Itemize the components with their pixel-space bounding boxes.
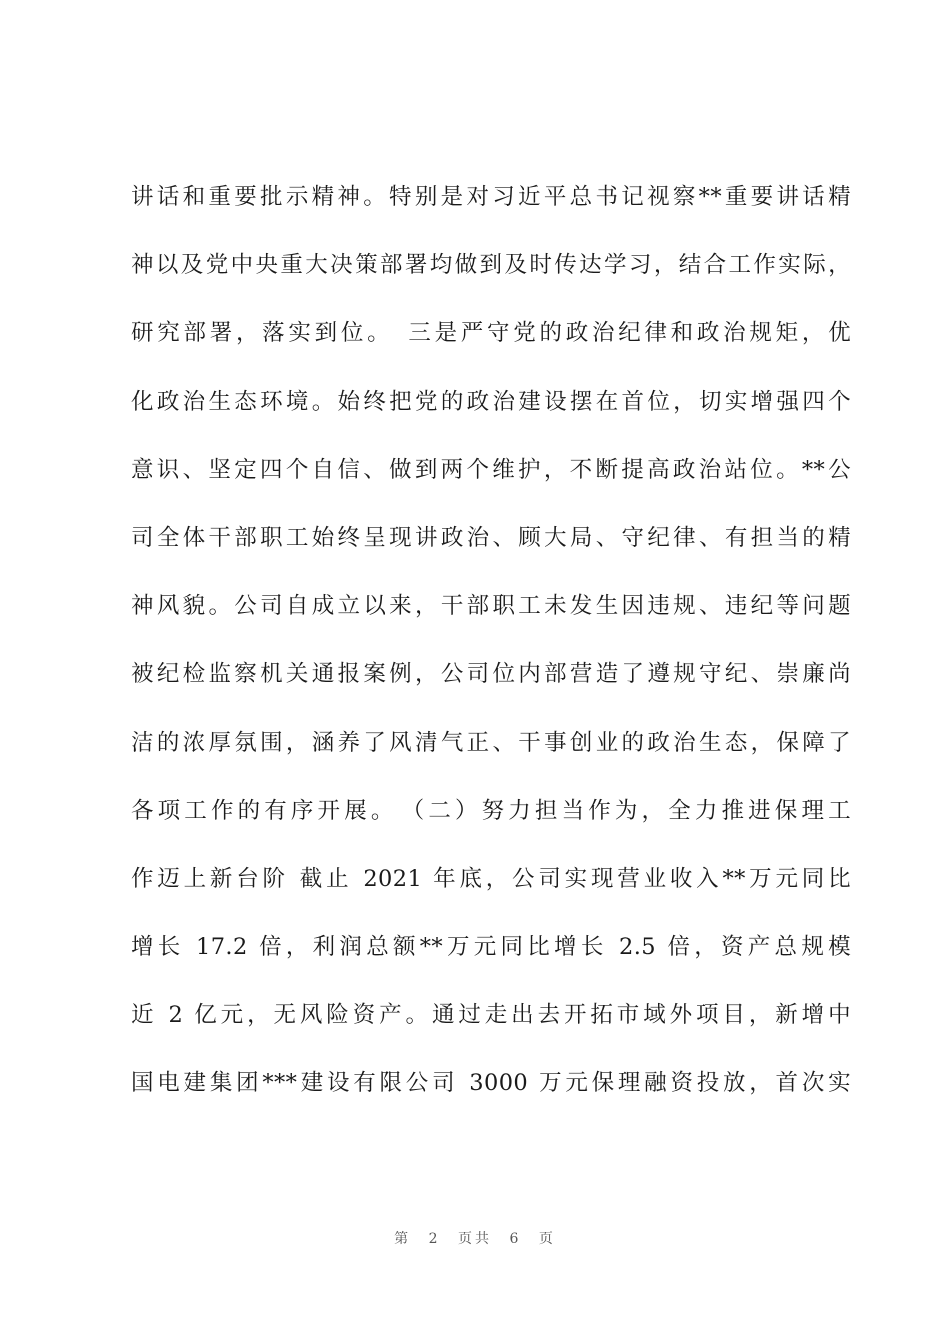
text-line-11: 作迈上新台阶 截止 2021 年底，公司实现营业收入**万元同比: [131, 865, 851, 892]
page-footer: [0, 1228, 950, 1248]
text-line-5: 意识、坚定四个自信、做到两个维护，不断提高政治站位。**公: [131, 456, 851, 483]
text-line-2: 神以及党中央重大决策部署均做到及时传达学习，结合工作实际，: [131, 252, 851, 279]
footer-prefix: 第: [394, 1231, 412, 1247]
text-line-3: 研究部署，落实到位。 三是严守党的政治纪律和政治规矩，优: [131, 320, 851, 347]
text-line-1: 讲话和重要批示精神。特别是对习近平总书记视察**重要讲话精: [131, 184, 851, 210]
body-text: [131, 172, 851, 1127]
text-line-12: 增长 17.2 倍，利润总额**万元同比增长 2.5 倍，资产总规模: [131, 934, 851, 961]
text-line-8: 被纪检监察机关通报案例，公司位内部营造了遵规守纪、崇廉尚: [131, 661, 851, 688]
text-line-4: 化政治生态环境。始终把党的政治建设摆在首位，切实增强四个: [131, 388, 851, 415]
footer-current-page: 2: [428, 1231, 441, 1247]
text-line-7: 神风貌。公司自成立以来，干部职工未发生因违规、违纪等问题: [131, 593, 851, 620]
text-line-13: 近 2 亿元，无风险资产。通过走出去开拓市域外项目，新增中: [131, 1002, 851, 1029]
footer-total-pages: 6: [509, 1231, 522, 1247]
text-line-10: 各项工作的有序开展。 （二）努力担当作为，全力推进保理工: [131, 797, 851, 824]
text-line-14: 国电建集团***建设有限公司 3000 万元保理融资投放，首次实: [131, 1070, 851, 1097]
footer-middle: 页共: [458, 1231, 492, 1247]
text-line-9: 洁的浓厚氛围，涵养了风清气正、干事创业的政治生态，保障了: [131, 729, 851, 756]
footer-suffix: 页: [538, 1231, 556, 1247]
text-line-6: 司全体干部职工始终呈现讲政治、顾大局、守纪律、有担当的精: [131, 524, 851, 551]
